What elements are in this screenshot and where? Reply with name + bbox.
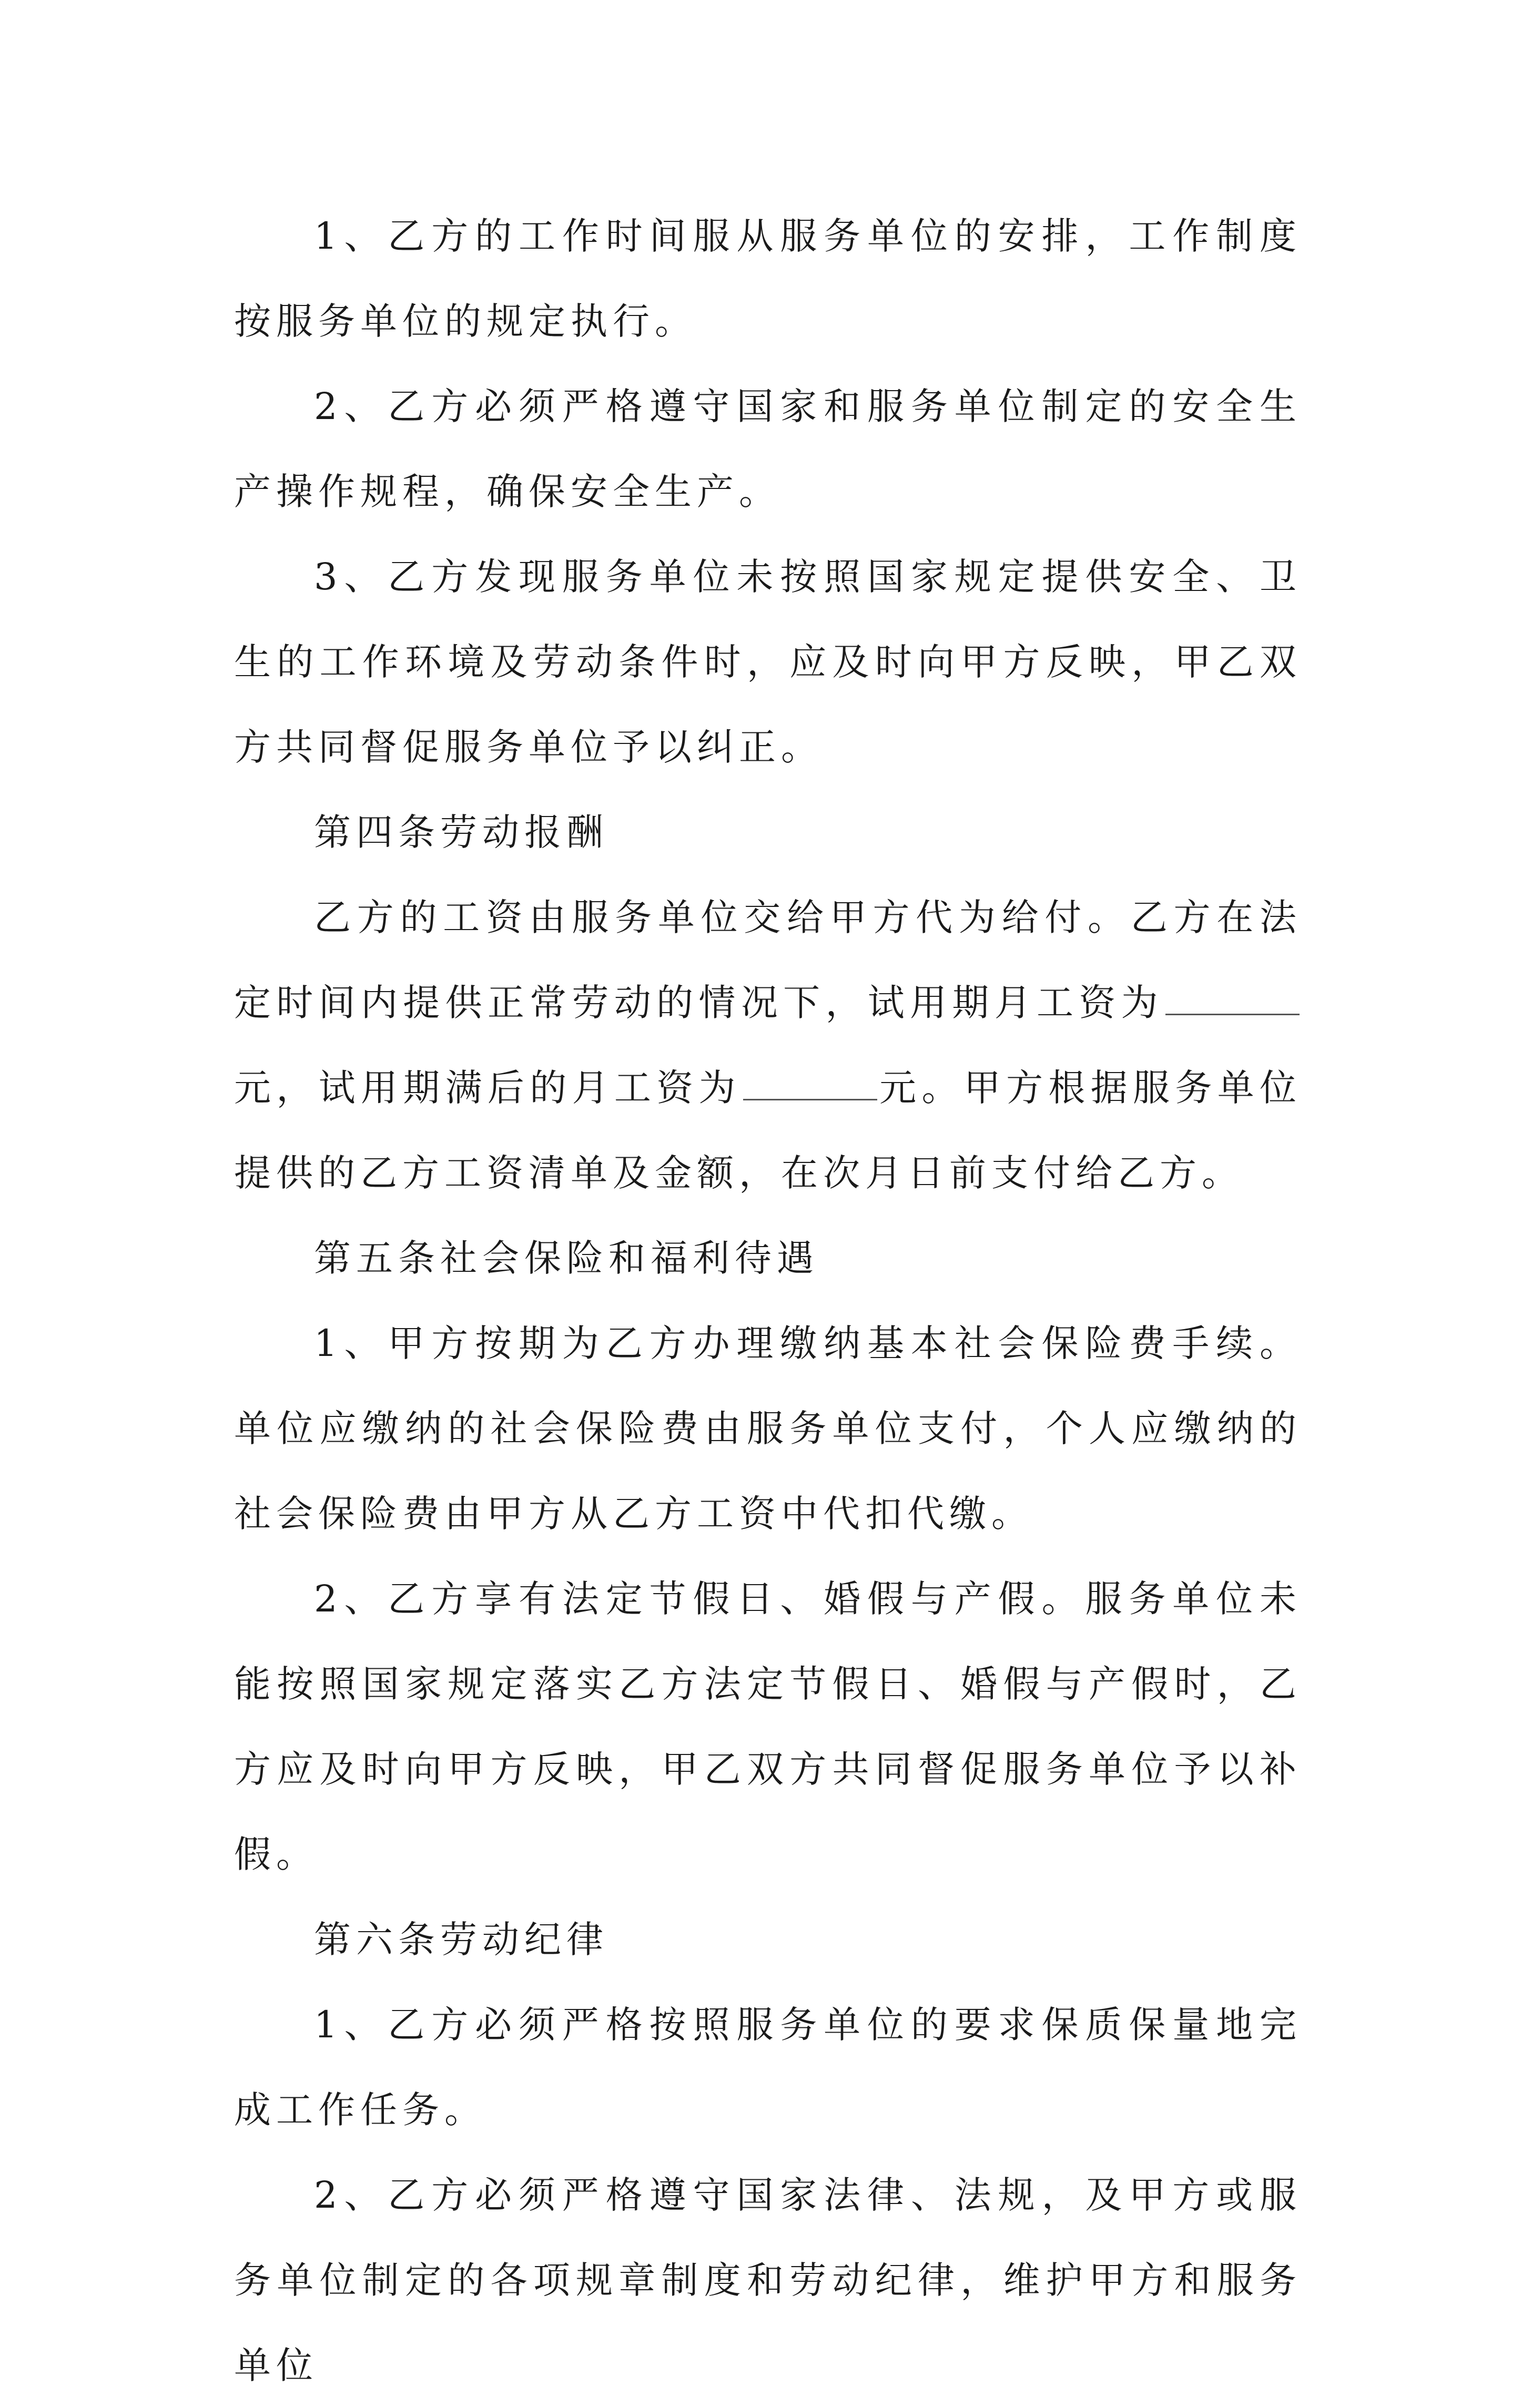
paragraph-safety-rules: 2、乙方必须严格遵守国家和服务单位制定的安全生产操作规程，确保安全生产。 (234, 385, 1302, 513)
article-6-heading: 第六条劳动纪律 (314, 1918, 608, 1961)
paragraph-work-hours: 1、乙方的工作时间服从服务单位的安排，工作制度按服务单位的规定执行。 (234, 215, 1302, 343)
paragraph-wages (234, 875, 1302, 1216)
probation-wage-blank (1165, 982, 1300, 1015)
paragraph-social-insurance: 1、甲方按期为乙方办理缴纳基本社会保险费手续。单位应缴纳的社会保险费由服务单位支付，个人应缴纳的社会保险费由甲方从乙方工资中代扣代缴。 (234, 1322, 1302, 1535)
regular-wage-blank (743, 1067, 877, 1100)
paragraph-discipline: 2、乙方必须严格遵守国家法律、法规，及甲方或服务单位制定的各项规章制度和劳动纪律，维护甲方和服务单位 (234, 2174, 1302, 2387)
article-5-heading: 第五条社会保险和福利待遇 (314, 1237, 819, 1280)
article-4-heading: 第四条劳动报酬 (314, 811, 608, 854)
paragraph-work-environment: 3、乙方发现服务单位未按照国家规定提供安全、卫生的工作环境及劳动条件时，应及时向甲方反映，甲乙双方共同督促服务单位予以纠正。 (234, 555, 1302, 769)
wages-text-part-1: 乙方的工资由服务单位交给甲方代为给付。乙方在法定时间内提供正常劳动的情况下，试用期月工资为 (234, 896, 1302, 1024)
paragraph-holidays: 2、乙方享有法定节假日、婚假与产假。服务单位未能按照国家规定落实乙方法定节假日、婚假与产假时，乙方应及时向甲方反映，甲乙双方共同督促服务单位予以补假。 (234, 1577, 1302, 1876)
wages-text-part-3: 元。甲方根据服务单位提供的乙方工资清单及金额，在次月日前支付给乙方。 (234, 1066, 1302, 1195)
wages-text-part-2: 元，试用期满后的月工资为 (234, 1066, 741, 1109)
document-body (234, 193, 1302, 2408)
paragraph-task-quality: 1、乙方必须严格按照服务单位的要求保质保量地完成工作任务。 (234, 2003, 1302, 2131)
